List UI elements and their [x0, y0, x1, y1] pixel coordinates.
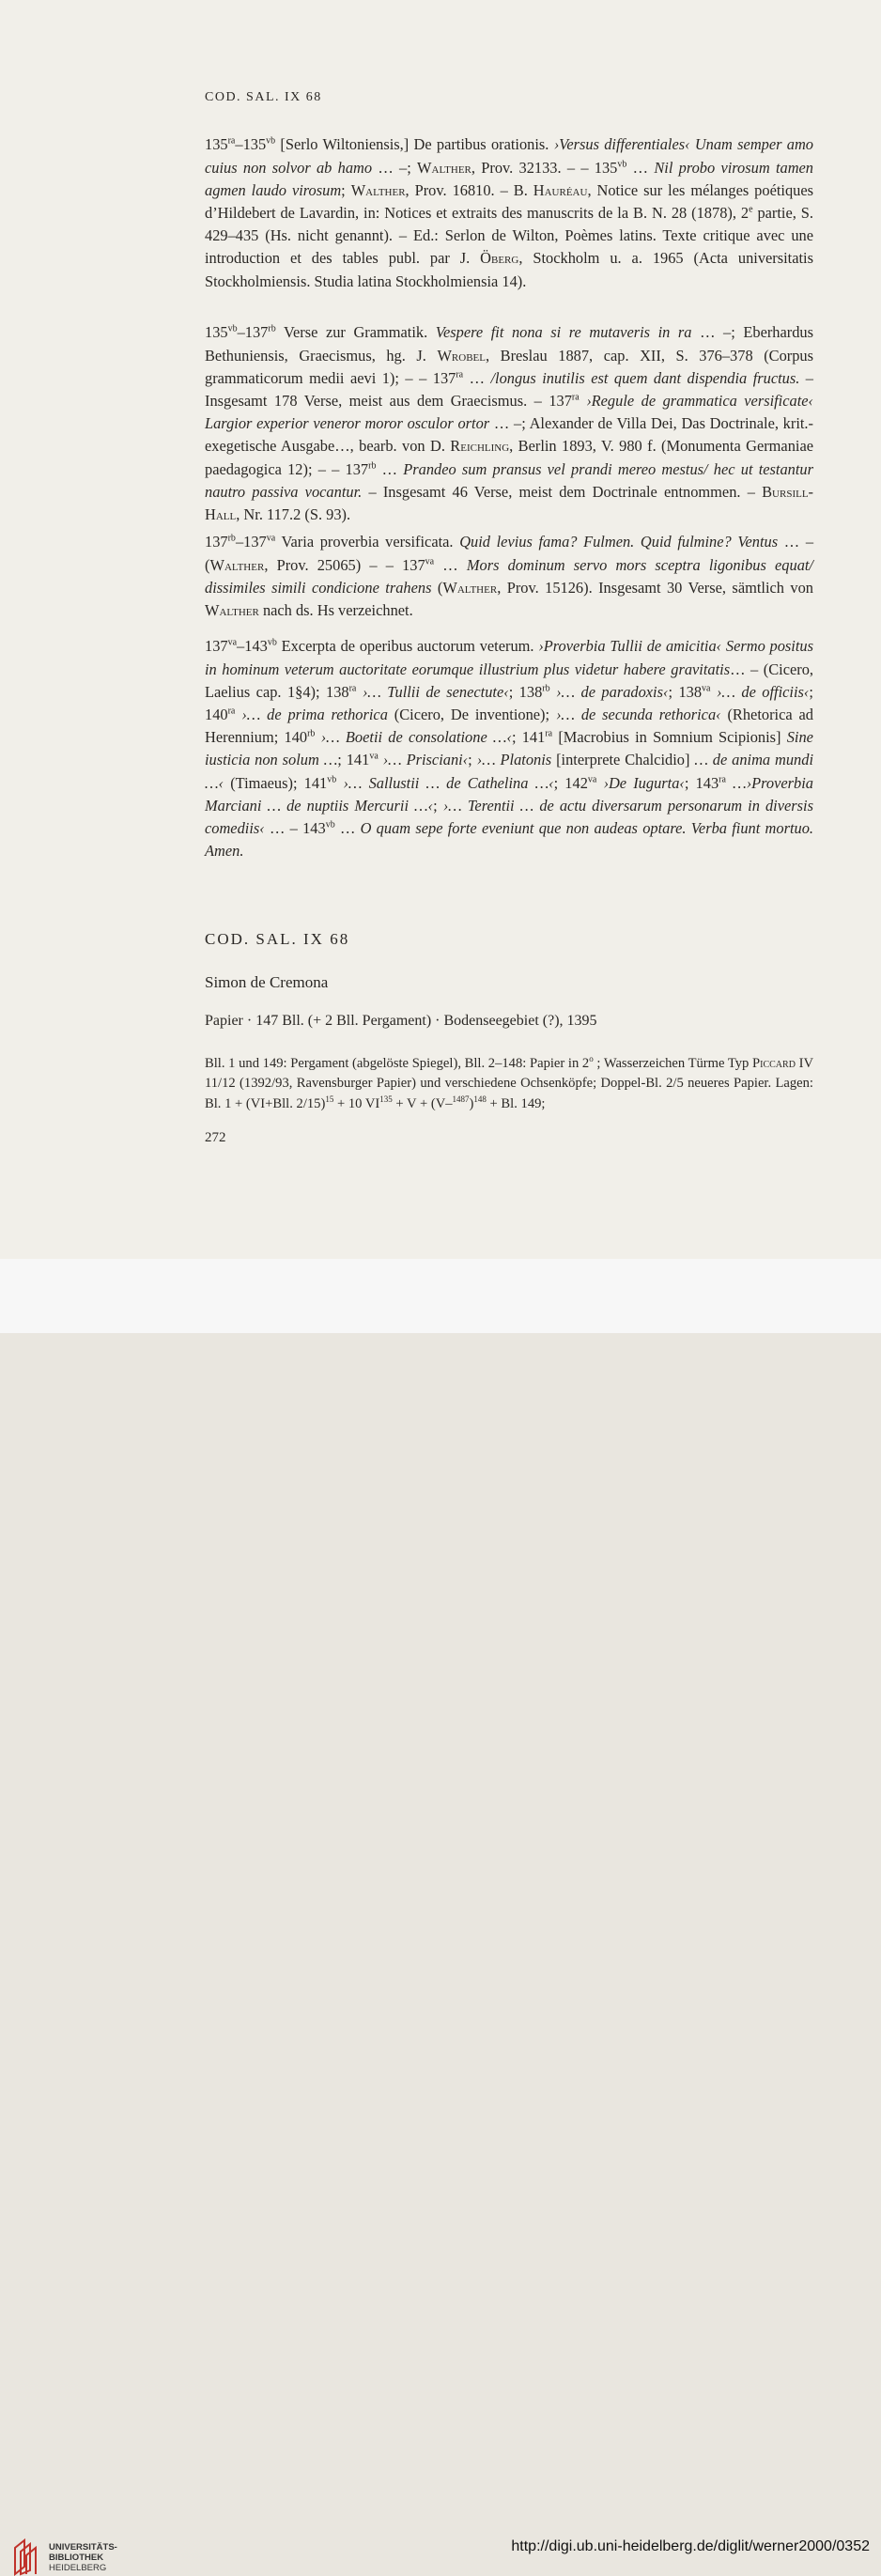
document-page: [0, 0, 881, 1259]
library-name-line: HEIDELBERG: [49, 2563, 107, 2573]
author-heading: Simon de Cremona: [205, 973, 329, 991]
running-header: COD. SAL. IX 68: [205, 90, 322, 104]
manuscript-meta: Papier · 147 Bll. (+ 2 Bll. Pergament) · Bodenseegebiet (?), 1395: [205, 1013, 597, 1029]
page-number: 272: [205, 1130, 226, 1145]
entry-137va: $137^{va}-143^{vb}$ Excerpta de operibus auctorum veterum. ›Proverbia Tullii de amicitia‹ Sermo positus in hominum veterum auctoritate eorumque illustrium plus videtur habere gravitatis… – (Cicero, Laelius cap. 1§4); $138^{ra}$ ›… Tullii de senectute‹; $138^{rb}$ ›… de paradoxis‹; $138^{va}$ ›… de officiis‹; $140^{ra}$ ›… de prima rethorica (Cicero, De inventione); ›… de secunda rethorica‹ (Rhetorica ad Herennium; $140^{rb}$ ›… Boetii de consolatione …‹; $141^{ra}$ [Macrobius in Somnium Scipionis] Sine iusticia non solum …; $141^{va}$ ›… Prisciani‹; ›… Platonis [interprete Chalcidio] … de anima mundi …‹ (Timaeus); $141^{vb}$ ›… Sallustii … de Cathelina …‹; $142^{va}$ ›De Iugurta‹; $143^{ra}$ …›Proverbia Marciani … de nuptiis Mercurii …‹; ›… Terentii … de actu diversarum personarum in diversis comediis‹ … – $143^{vb}$ … O quam sepe forte eveniunt que non audeas optare. Verba fiunt mortuo. Amen.: [205, 637, 813, 861]
viewer-footer: [0, 1259, 881, 2573]
entry-135ra: $135^{ra}-135^{vb}$ [Serlo Wiltoniensis,] De partibus orationis. ›Versus differentiales‹ Unam semper amo cuius non solvor ab hamo … –; Walther, Prov. 32133. – – $135^{vb}$ … Nil probo virosum tamen agmen laudo virosum; Walther, Prov. 16810. – B. Hauréau, Notice sur les mélanges poétiques d’Hildebert de Lavardin, in: Notices et extraits des manuscrits de la B. N. 28 (1878), 2e partie, S. 429–435 (Hs. nicht genannt). – Ed.: Serlon de Wilton, Poèmes latins. Texte critique avec une introduction et des tables publ. par J. Öberg, Stockholm u. a. 1965 (Acta universitatis Stockholmiensis. Studia latina Stockholmiensia 14).: [205, 135, 814, 290]
entry-137rb: $137^{rb}-137^{va}$ Varia proverbia versificata. Quid levius fama? Fulmen. Quid fulmine? Ventus … – (Walther, Prov. 25065) – – $137^{va}$ … Mors dominum servo mors sceptra ligonibus equat/ dissimiles simili condicione trahens (Walther, Prov. 15126). Insgesamt 30 Verse, sämtlich von Walther nach ds. Hs verzeichnet.: [205, 533, 814, 619]
library-name-line: UNIVERSITÄTS-: [49, 2542, 117, 2553]
library-name-line: BIBLIOTHEK: [49, 2553, 104, 2563]
manuscript-description: Bll. 1 und 149: Pergament (abgelöste Spiegel), Bll. 2–148: Papier in 2$^o$ ; Wasserzeichen Türme Typ Piccard IV 11/12 (1392/93, Ravensburger Papier) und verschiedene Ochsenköpfe; Doppel-Bl. 2/5 neueres Papier. Lagen: Bl. 1 + (VI+Bll. 2/15)$^{15}$ + 10 $VI^{135} + V + (V-^{1487})^{148} + Bl$. 149;: [205, 1053, 813, 1111]
library-logo-icon: [11, 2538, 43, 2576]
permalink-url[interactable]: http://digi.ub.uni-heidelberg.de/diglit/werner2000/0352: [511, 2538, 870, 2554]
entry-135vb: $135^{vb}-137^{rb}$ Verse zur Grammatik. Vespere fit nona si re mutaveris in ra … –; Eberhardus Bethuniensis, Graecismus, hg. J. Wrobel, Breslau 1887, cap. XII, S. 376–378 (Corpus grammaticorum medii aevi 1); – – $137^{ra}$ … /longus inutilis est quem dant dispendia fructus. – Insgesamt 178 Verse, meist aus dem Graecismus. – $137^{ra}$ ›Regule de grammatica versificate‹ Largior experior veneror moror osculor ortor … –; Alexander de Villa Dei, Das Doctrinale, krit.-exegetische Ausgabe…, bearb. von D. Reichling, Berlin 1893, V. 980 f. (Monumenta Germaniae paedagogica 12); – – $137^{rb}$ … Prandeo sum pransus vel prandi mereo mestus/ hec ut testantur nautro passiva vocantur. – Insgesamt 46 Verse, meist dem Doctrinale entnommen. – Bursill-Hall, Nr. 117.2 (S. 93).: [205, 323, 814, 524]
library-name: [49, 2542, 117, 2573]
section-title: COD. SAL. IX 68: [205, 930, 350, 948]
